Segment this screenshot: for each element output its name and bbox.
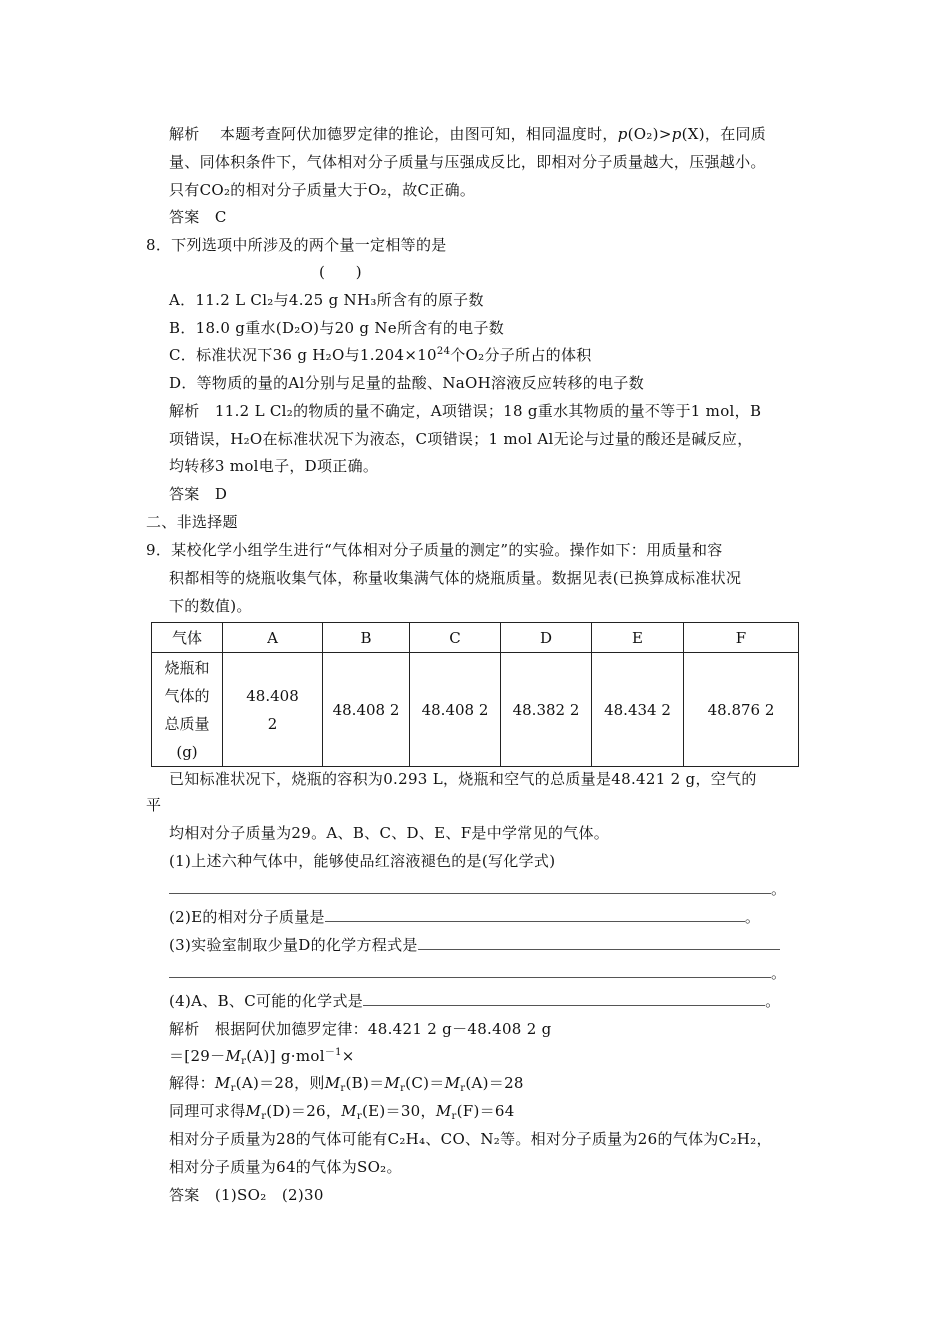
- question-9-line-3: 下的数值)。: [169, 597, 252, 615]
- gas-data-table: [151, 622, 799, 767]
- analysis-8-line-2: 项错误，H₂O在标准状况下为液态，C项错误；1 mol Al无论与过量的酸还是碱反应，: [169, 430, 753, 448]
- table-header-cell: B: [323, 623, 410, 653]
- question-8-stem: 8．下列选项中所涉及的两个量一定相等的是: [146, 236, 447, 254]
- question-9-line-1: 9．某校化学小组学生进行“气体相对分子质量的测定”的实验。操作如下：用质量和容: [146, 541, 723, 559]
- answer-blank-1[interactable]: [169, 879, 771, 894]
- sub-question-3: (3)实验室制取少量D的化学方程式是: [169, 935, 780, 955]
- section-heading: 二、非选择题: [146, 513, 238, 531]
- answer-blank-4[interactable]: [363, 991, 765, 1006]
- option-c: C．标准状况下36 g H₂O与$1.204\times 10^{24}$个O₂分子所占的体积: [169, 346, 592, 364]
- known-info-wrap: 平: [146, 796, 162, 814]
- analysis-9-line-6: 相对分子质量为64的气体为SO₂。: [169, 1158, 402, 1176]
- analysis-9-line-5: 相对分子质量为28的气体可能有C₂H₄、CO、N₂等。相对分子质量为26的气体为C₂H₂，: [169, 1130, 772, 1148]
- answer-paren: ( ): [319, 263, 362, 281]
- row-label-cell: 烧瓶和 气体的 总质量 (g): [152, 653, 223, 767]
- table-header-row: [152, 623, 799, 653]
- analysis-9-line-2: $=[29-M_r(A)]$ g·mol$^{-1}$×: [169, 1047, 355, 1067]
- known-info-line-2: 均相对分子质量为29。A、B、C、D、E、F是中学常见的气体。: [169, 824, 610, 842]
- answer-7: 答案 C: [169, 208, 227, 226]
- analysis-9-line-4: 同理可求得$M_r(D)=26$，$M_r(E)=30$，$M_r(F)=64$: [169, 1102, 515, 1122]
- table-row: [152, 653, 799, 767]
- sub-question-4: (4)A、B、C可能的化学式是 。: [169, 992, 781, 1010]
- sub-question-1: (1)上述六种气体中，能够使品红溶液褪色的是(写化学式): [169, 852, 556, 870]
- table-header-cell: C: [410, 623, 501, 653]
- table-header-cell: E: [592, 623, 684, 653]
- option-a: A．11.2 L Cl₂与4.25 g NH₃所含有的原子数: [169, 291, 484, 309]
- table-cell-a: 48.408 2: [223, 653, 323, 767]
- analysis-9-line-1: 解析 根据阿伏加德罗定律：48.421 2 g－48.408 2 g: [169, 1020, 552, 1038]
- analysis-8-line-1: 解析 11.2 L Cl₂的物质的量不确定，A项错误；18 g重水其物质的量不等于1 mol，B: [169, 402, 762, 420]
- table-cell-b: 48.408 2: [323, 653, 410, 767]
- question-9-line-2: 积都相等的烧瓶收集气体，称量收集满气体的烧瓶质量。数据见表(已换算成标准状况: [169, 569, 742, 587]
- analysis-9-line-3: 解得：$M_r(A)=28$，则$M_r(B)=M_r(C)=M_r(A)=28$: [169, 1074, 524, 1094]
- answer-blank-3a[interactable]: [418, 935, 780, 950]
- table-cell-c: 48.408 2: [410, 653, 501, 767]
- analysis-7-line-2: 量、同体积条件下，气体相对分子质量与压强成反比，即相对分子质量越大，压强越小。: [169, 153, 766, 171]
- answer-9: 答案 (1)SO₂ (2)30: [169, 1186, 324, 1204]
- table-header-cell: D: [501, 623, 592, 653]
- option-d: D．等物质的量的Al分别与足量的盐酸、NaOH溶液反应转移的电子数: [169, 374, 645, 392]
- sub-question-3-answer-line: 。: [169, 963, 786, 983]
- table-cell-d: 48.382 2: [501, 653, 592, 767]
- analysis-8-line-3: 均转移3 mol电子，D项正确。: [169, 457, 379, 475]
- table-cell-e: 48.434 2: [592, 653, 684, 767]
- analysis-7-line-1: 解析 本题考查阿伏加德罗定律的推论，由图可知，相同温度时，p(O₂)>p(X)，在同质: [169, 125, 767, 143]
- table-header-cell: A: [223, 623, 323, 653]
- analysis-7-line-3: 只有CO₂的相对分子质量大于O₂，故C正确。: [169, 181, 476, 199]
- option-b: B．18.0 g重水(D₂O)与20 g Ne所含有的电子数: [169, 319, 505, 337]
- answer-8: 答案 D: [169, 485, 228, 503]
- answer-blank-3b[interactable]: [169, 963, 771, 978]
- table-header-cell: 气体: [152, 623, 223, 653]
- analysis-label: 解析: [169, 125, 200, 143]
- table-cell-f: 48.876 2: [684, 653, 799, 767]
- sub-question-1-answer-line: 。: [169, 879, 786, 899]
- table-header-cell: F: [684, 623, 799, 653]
- answer-blank-2[interactable]: [325, 907, 745, 922]
- sub-question-2: (2)E的相对分子质量是 。: [169, 908, 761, 926]
- known-info-line-1: 已知标准状况下，烧瓶的容积为0.293 L，烧瓶和空气的总质量是48.421 2 g，空气的: [169, 770, 757, 788]
